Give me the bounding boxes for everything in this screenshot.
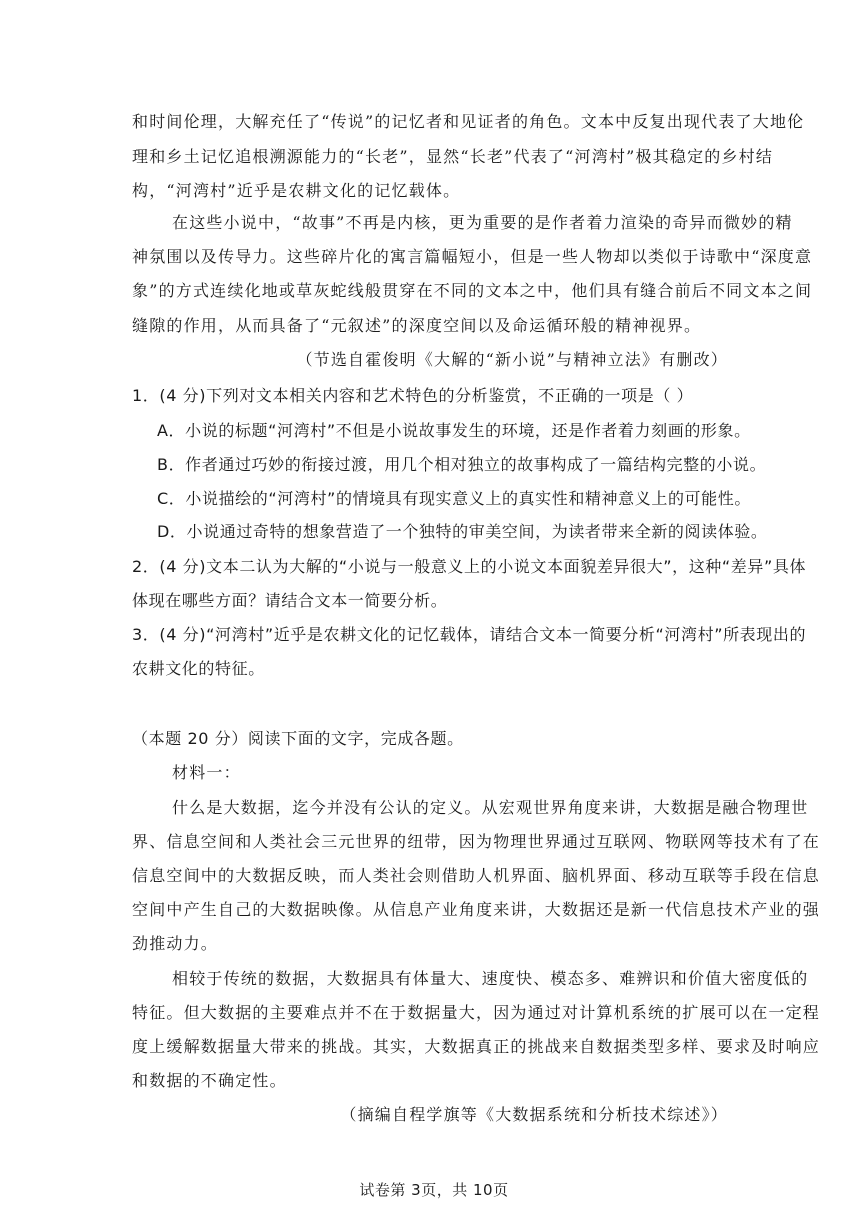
question-1-stem: 1．(4 分)下列对文本相关内容和艺术特色的分析鉴赏，不正确的一项是（ ）: [132, 386, 694, 405]
material-line: 相较于传统的数据，大数据具有体量大、速度快、模态多、难辨识和价值大密度低的: [172, 969, 809, 988]
question-1-option-d: D．小说通过奇特的想象营造了一个独特的审美空间，为读者带来全新的阅读体验。: [157, 522, 768, 541]
passage-line: 在这些小说中，“故事”不再是内核，更为重要的是作者着力渲染的奇异而微妙的精: [172, 213, 793, 232]
material-label: 材料一：: [172, 763, 241, 782]
material-line: 信息空间中的大数据反映，而人类社会则借助人机界面、脑机界面、移动互联等手段在信息: [132, 866, 821, 885]
material-line: 劲推动力。: [132, 934, 219, 953]
question-1-option-a: A．小说的标题“河湾村”不但是小说故事发生的环境，还是作者着力刻画的形象。: [157, 421, 751, 440]
material-line: 什么是大数据，迄今并没有公认的定义。从宏观世界角度来讲，大数据是融合物理世: [172, 798, 809, 817]
material-line: 和数据的不确定性。: [132, 1071, 287, 1090]
passage-line: 理和乡土记忆追根溯源能力的“长老”，显然“长老”代表了“河湾村”极其稳定的乡村结: [132, 147, 774, 166]
material-line: 特征。但大数据的主要难点并不在于数据量大，因为通过对计算机系统的扩展可以在一定程: [132, 1003, 821, 1022]
passage-line: 和时间伦理，大解充任了“传说”的记忆者和见证者的角色。文本中反复出现代表了大地伦: [132, 112, 805, 131]
passage-line: 象”的方式连续化地或草灰蛇线般贯穿在不同的文本之中，他们具有缝合前后不同文本之间: [132, 281, 813, 300]
material-line: 度上缓解数据量大带来的挑战。其实，大数据真正的挑战来自数据类型多样、要求及时响应: [132, 1037, 821, 1056]
passage-line: 构，“河湾村”近乎是农耕文化的记忆载体。: [132, 181, 461, 200]
section-heading: （本题 20 分）阅读下面的文字，完成各题。: [132, 729, 464, 748]
passage-line: 神氛围以及传导力。这些碎片化的寓言篇幅短小，但是一些人物却以类似于诗歌中“深度意: [132, 247, 813, 266]
question-1-option-b: B．作者通过巧妙的衔接过渡，用几个相对独立的故事构成了一篇结构完整的小说。: [157, 455, 767, 474]
question-2-line: 2．(4 分)文本二认为大解的“小说与一般意义上的小说文本面貌差异很大”，这种“差异”具体: [132, 557, 807, 576]
question-2-line: 体现在哪些方面？请结合文本一简要分析。: [132, 591, 448, 610]
material-line: 空间中产生自己的大数据映像。从信息产业角度来讲，大数据还是新一代信息技术产业的强: [132, 900, 821, 919]
question-3-line: 农耕文化的特征。: [132, 659, 265, 678]
passage-source: （节选自霍俊明《大解的“新小说”与精神立法》有删改）: [296, 350, 728, 369]
question-3-line: 3．(4 分)“河湾村”近乎是农耕文化的记忆载体，请结合文本一简要分析“河湾村”所表现出的: [132, 625, 807, 644]
material-source: （摘编自程学旗等《大数据系统和分析技术综述》）: [340, 1105, 728, 1124]
material-line: 界、信息空间和人类社会三元世界的纽带，因为物理世界通过互联网、物联网等技术有了在: [132, 832, 821, 851]
page-footer: 试卷第 3页，共 10页: [359, 1181, 509, 1199]
passage-line: 缝隙的作用，从而具备了“元叙述”的深度空间以及命运循环般的精神视界。: [132, 316, 702, 335]
question-1-option-c: C．小说描绘的“河湾村”的情境具有现实意义上的真实性和精神意义上的可能性。: [157, 489, 751, 508]
